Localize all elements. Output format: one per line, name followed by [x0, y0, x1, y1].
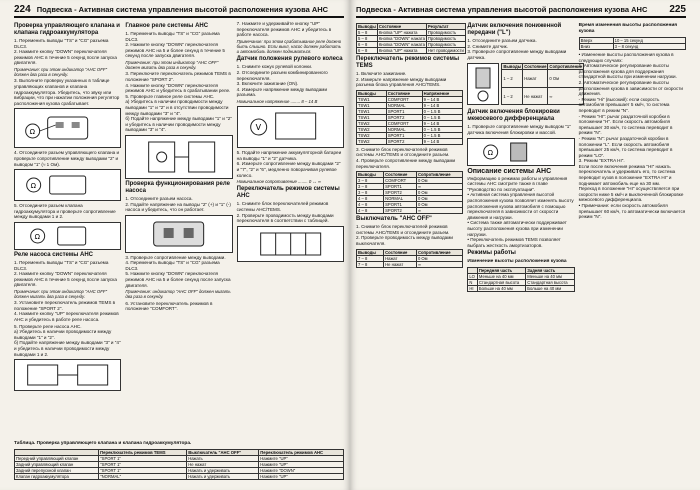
right-header [356, 4, 686, 18]
section-title: Выключатель "AHC OFF" [356, 216, 432, 223]
table-cell: 3 – 8 [357, 178, 384, 184]
table-cell: N [468, 280, 478, 286]
section-title: Переключатель режимов системы TEMS [356, 56, 460, 69]
table-cell: LO [468, 274, 478, 280]
table-cell: 9 – 14 В [422, 138, 463, 144]
table-cell: SPORT2 [384, 190, 417, 196]
accumulator-connector-icon [15, 223, 120, 249]
section-text: 1. Отсоедините разъем датчика. 2. Снимите датчик. 3. Проверьте сопротивление между выводами датчика. [467, 38, 567, 60]
tems-resistance-table [356, 171, 463, 214]
tems-voltage-table [356, 90, 463, 145]
table-header-cell: Выводы [357, 172, 384, 178]
section-text: 6. Установите переключатель режимов в положение "COMFORT". [125, 300, 213, 312]
table-header-cell: Переключатель режимов TEMS [99, 450, 187, 456]
table-cell: Не нажат [523, 87, 548, 105]
table-cell: SPORT1 [384, 202, 417, 208]
table-cell: SPORT1 [384, 184, 417, 190]
table-header-cell: Напряжение [422, 90, 463, 96]
table-header-cell: Выводы [358, 24, 376, 29]
table-header-cell: Состояние [384, 172, 417, 178]
table-cell: TSW1 [357, 96, 387, 102]
table-cell: Вверх [579, 38, 613, 44]
table-header-cell: Переключатель режимов АНС [259, 450, 344, 456]
table-row [468, 286, 574, 292]
right-column-1 [356, 21, 463, 477]
section-note: Примечание: при этом индикатор "AHC OFF" должен два раза в секунду. [14, 66, 107, 78]
sensor-figure [237, 106, 344, 148]
table-cell: TSW1 [357, 102, 387, 108]
table-header-cell: Сопротивление [416, 249, 462, 255]
table-cell: SPORT2 [386, 138, 422, 144]
table-cell: COMFORT [384, 178, 417, 184]
valve-check-table [14, 449, 344, 480]
table-cell: "NORMAL" [99, 474, 187, 480]
table-cell: Проводимость [426, 36, 465, 42]
table-row [502, 70, 584, 88]
relay-diagram-icon [15, 360, 120, 390]
table-header-cell: Состояние [384, 249, 417, 255]
table-cell: Кнопка "UP" нажата [377, 48, 426, 54]
table-cell: SPORT2 [386, 114, 422, 120]
table-cell: 4 – 8 [357, 202, 384, 208]
section-note: Примечание: при этом индикатор "AHC OFF" должен мигать два раза в секунду. [125, 59, 219, 71]
section-title: Датчик включения пониженной передачи ("L") [467, 23, 562, 36]
table-cell: Нажать и удерживать [187, 468, 259, 474]
table-cell: 0 Ом [548, 70, 584, 88]
section-text: 1. Снимите блок переключателей режимов системы АНС/TEMS. 2. Проверьте проводимость между выводами переключателя в соответствии с таблицей. [236, 201, 334, 224]
table-cell: SPORT2 [384, 208, 417, 214]
section-title: Режимы работы [467, 250, 516, 257]
table-header-cell: Задняя часть [526, 268, 574, 274]
svg-text:Ω: Ω [34, 232, 41, 241]
section-text: 1. Включите зажигание. 2. Измерьте напряжение между выводами разъема блока управления АНС/TEMS. [356, 71, 447, 88]
table-header-cell: Результат [426, 24, 465, 30]
table-cell: Нет проводимости [427, 48, 464, 53]
table-row [357, 261, 463, 267]
table-cell: TSW1 [357, 114, 387, 120]
table-cell: "SPORT 1" [99, 468, 187, 474]
table-cell: 9 – 14 В [422, 120, 463, 126]
table-cell: ∞ [416, 261, 462, 267]
left-page-number: 224 [14, 4, 31, 15]
section-text: • Изменение высоты расположения кузова в следующих случаях: 1. Автоматическое регулирование высоты расположения кузова для поддержания стандартной высоты при изменении нагрузки. 2. Автоматическое регулирование высоты расположения кузова в зависимости от скорости движения. - Режим "Hi" (высокий): если скорость автомобиля превышает 5 км/ч, то система переводит в режим "N". - Режим "HI": рычаг раздаточной коробки в положении "H". Если скорость автомобиля превышает 30 км/ч, то система переводит в режим "N". - Режим "N": рычаг раздаточной коробки в положении "L". Если скорость автомобиля превышает 25 км/ч, то система переводит в режим "LO". 3. Режим "EXTRA HI". Если после включения режима "HI" нажать переключатель и удерживать его, то система переводит кузов в положение "EXTRA HI" и поднимает автомобиль еще на 30 мм. Переход в положение "HI" осуществляется при скорости ниже 5 км/ч и выключенной блокировке межосевого дифференциала. • Примечание: если скорость автомобиля превышает 60 км/ч, то автоматически включается режим "N". [578, 52, 686, 220]
table-cell: Вниз [579, 44, 613, 50]
section-title: Проверка управляющего клапана и клапана гидроаккумулятора [14, 23, 120, 36]
valve-connector-icon [15, 170, 120, 200]
table-cell: SPORT1 [386, 132, 422, 138]
connector-figure [14, 108, 121, 148]
svg-text:Ω: Ω [29, 128, 36, 137]
table-cell: TSW2 [357, 132, 387, 138]
table-row [502, 87, 584, 105]
table-cell: Больше на 40 мм [526, 286, 574, 292]
height-table [467, 267, 574, 292]
left-header-title: Подвеска - Активная система управления высотой расположения кузова АНС [36, 5, 329, 14]
diff-lock-sensor-icon [468, 139, 573, 165]
section-note: Примечание: индикатор "AHC OFF" должен мигать два раза в секунду. [125, 289, 231, 300]
section-text: Информацию о режимах работы и управления системы АНС смотрите также в главе "Руководство по эксплуатации". • Активная система управления высотой расположения кузова позволяет изменять высоту расположения кузова автомобиля с помощью переключателя в зависимости от скорости движения и нагрузки. • Система также автоматически поддерживает высоту расположения кузова при изменении нагрузки. • Переключатель режимов TEMS позволяет выбрать жесткость амортизаторов. [467, 175, 574, 248]
table-header-cell: Состояние [524, 64, 547, 70]
svg-text:V: V [255, 123, 261, 133]
table-row [15, 474, 344, 480]
table-cell: 4 – 8 [357, 208, 384, 214]
table-cell: 0 Ом [416, 196, 462, 202]
right-column-2 [467, 21, 583, 477]
section-text: 1. Снимите блок переключателей режимов системы АНС/TEMS и отсоедините разъем. 2. Проверьте проводимость между выводами выключателя. [356, 224, 453, 246]
table-cell: Проводимость [426, 42, 465, 48]
table-header-cell: Сопротивление [549, 64, 583, 70]
time-table [579, 37, 686, 50]
section-text: 3. Выполните проверку указанных в таблице управляющих клапанов и клапана гидроаккумулятора. Убедитесь, что звуку или вибрации, что при нажатии положения регулятор расположения кузова срабатывает. [14, 78, 120, 106]
section-text: 1. Переменить выводы "TS" и "CG" разъема DLC3. 2. Нажмите кнопку "DOWN" переключателя режимов АНС в течение 5 секунд после запуска двигателя. [14, 259, 117, 288]
left-header [14, 4, 344, 18]
table-cell: TSW2 [357, 126, 387, 132]
section-text: 4. Отсоедините разъем управляющего клапана и проверьте сопротивление между выводами "2" и выводом "1" (≈ 1 Ом). [14, 150, 120, 167]
table-cell: 5 – 8 [357, 30, 378, 36]
table-header-cell: Выключатель "AHC OFF" [187, 450, 259, 456]
relay-figure [125, 135, 232, 179]
section-title: Описание системы АНС [467, 167, 552, 175]
table-cell: NORMAL [386, 102, 422, 108]
table-cell: Кнопка "UP" нажата [377, 30, 426, 36]
table-cell: Не нажат [187, 462, 259, 468]
connector-figure [14, 222, 121, 250]
main-relay-icon [126, 136, 231, 178]
table-cell: Передний управляющий клапан [15, 456, 99, 462]
table-cell: Нажмите "DOWN" [259, 468, 344, 474]
table-cell: 0 – 1.5 В [422, 126, 463, 132]
table-cell: Меньше на 40 мм [477, 274, 525, 280]
section-note: Примечание: при этом срабатывание реле должно быть слышно. Если выкл, насос должен работать и автомобиль должен подниматься. [236, 38, 342, 55]
left-column-1 [14, 21, 121, 477]
table-header-cell: Выводы [357, 90, 387, 96]
table-cell: Кнопка "DOWN" нажата [378, 36, 425, 41]
pump-figure [125, 215, 232, 253]
table-cell: Стандартная высота [526, 280, 574, 286]
section-text: 5. Проверьте реле насоса АНС. а) Убедитесь в наличии проводимости между выводами "1" и "2". б) Подайте напряжение между выводами "3" и "4" и убедитесь в наличии проводимости между выводами 1 и 2. [14, 323, 121, 357]
table-cell: 10 – 15 секунд [613, 38, 685, 44]
table-caption: Изменение высоты расположения кузова [467, 259, 567, 265]
sensor-figure [467, 63, 499, 105]
table-cell: Нажмите "UP" [259, 456, 344, 462]
table-cell: ∞ [416, 184, 462, 190]
section-title: Датчик включения блокировки межосевого дифференциала [467, 109, 560, 123]
connector-diagram-icon [15, 109, 120, 147]
switch-table [356, 23, 466, 54]
l-sensor-table [501, 63, 584, 105]
table-cell: COMFORT [386, 120, 422, 126]
table-cell: Кнопка "DOWN" нажата [378, 42, 425, 47]
table-cell: ∞ [416, 208, 462, 214]
table-header-cell: Сопротивление [416, 172, 462, 178]
table-cell: Меньше на 40 мм [526, 274, 574, 280]
section-title: Проверка функционирования реле насоса [125, 180, 230, 194]
table-cell: 3 – 8 [357, 190, 384, 196]
table-row [357, 138, 463, 144]
table-cell: TSW2 [357, 138, 387, 144]
svg-text:Ω: Ω [30, 182, 37, 191]
left-column-2 [125, 21, 232, 477]
table-cell: 9 – 14 В [422, 96, 463, 102]
table-header-cell: Выводы [357, 249, 384, 255]
table-cell: Клапан гидроаккумулятора [15, 474, 99, 480]
table-cell: Нажат [523, 70, 548, 88]
table-row [579, 44, 685, 50]
table-header-cell: Состояние [386, 90, 422, 96]
table-cell: Стандартная высота [477, 280, 525, 286]
table-cell: Не нажат [384, 261, 417, 267]
table-row [357, 208, 463, 214]
section-text: 1. Переменить выводы "TS" и "CG" разъема DLC3. 2. Нажмите кнопку "DOWN" переключателя режимов АНС в течение 5 секунд после запуска двигателя. [14, 38, 117, 66]
right-header-title: Подвеска - Активная система управления высотой расположения кузова АНС [356, 5, 648, 14]
table-cell: 5 – 8 [357, 36, 378, 42]
right-page-number: 225 [669, 4, 686, 15]
table-cell: SPORT1 [386, 108, 422, 114]
table-cell: 3 – 8 секунд [613, 44, 685, 50]
table-cell: 7 – 8 [357, 261, 384, 267]
table-cell: "SPORT 1" [99, 462, 187, 468]
table-cell: Нажат [384, 255, 417, 261]
table-cell: Нажать и удерживать [187, 474, 259, 480]
table-cell: 7 – 8 [357, 255, 384, 261]
section-title: Главное реле системы АНС [125, 23, 209, 29]
left-column-3 [237, 21, 344, 477]
section-text: 5. Отсоедините разъем клапана гидроаккумулятора и проверьте сопротивление между выводами 1 и 2. [14, 203, 116, 220]
table-cell: ∞ [548, 87, 584, 105]
table-cell: TSW2 [357, 120, 387, 126]
table-cell: 0 – 1.5 В [422, 108, 463, 114]
table-cell: 0 Ом [416, 178, 462, 184]
table-cell: 1 – 2 [502, 87, 523, 105]
section-note: Номинальное сопротивление ........ 0 ↔ ∞ [236, 179, 321, 185]
steering-sensor-icon [238, 107, 343, 147]
table-cell: "SPORT 1" [99, 456, 187, 462]
table-cell: TSW1 [357, 108, 387, 114]
connector-figure [14, 169, 121, 201]
mode-switch-icon [238, 227, 343, 261]
table-caption: Таблица. Проверка управляющего клапана и клапана гидроаккумулятора. [14, 441, 192, 446]
table-cell: HI [468, 286, 478, 292]
section-text: 1. Переменить выводы "TS" и "CG" разъема DLC3. 2. Нажмите кнопку "DOWN" переключателя режимов АНС на 5 и более секунд в течение 5 секунд после запуска двигателя. [125, 31, 225, 59]
table-header-cell: Передняя часть [477, 268, 525, 274]
section-note: Примечание: при этом индикатор "AHC OFF" должен мигать два раза в секунду. [14, 288, 107, 300]
table-cell: 6 – 8 [357, 48, 378, 54]
svg-text:Ω: Ω [487, 148, 494, 157]
section-text: 1. Снимите кожух рулевой колонки. 2. Отсоедините разъем комбинированного переключателя. 3. Включите зажигание (ON). 4. Измерьте напряжение между выводами разъема. [236, 64, 328, 98]
section-text: 3. Установите переключатель режимов TEMS в положение "SPORT 2". 4. Нажмите кнопку "UP" переключателя режимов АНС и убедитесь в работе реле насоса. [14, 300, 119, 323]
table-cell: 4 – 8 [357, 196, 384, 202]
switch-figure [237, 226, 344, 262]
section-text: 7. Нажмите и удерживайте кнопку "UP" переключателя режимов АНС и убедитесь в работе насоса. [236, 21, 332, 38]
table-cell: Нажмите "UP" [259, 462, 344, 468]
table-cell: Проводимость [426, 30, 465, 36]
table-cell: 6 – 8 [357, 42, 378, 48]
section-note: Номинальное напряжение ........ 8 – 14 В [236, 98, 318, 104]
table-cell: 0 – 1.5 В [422, 114, 463, 120]
table-cell: 1 – 2 [502, 70, 523, 88]
table-cell: Задний перепускной клапан [15, 468, 99, 474]
table-caption: Время изменения высоты расположения кузова [578, 23, 678, 34]
table-cell: COMFORT [386, 96, 422, 102]
table-cell: 0 Ом [416, 255, 462, 261]
table-cell: Нажать [187, 456, 259, 462]
table-cell: NORMAL [386, 126, 422, 132]
diff-sensor-figure [467, 138, 574, 166]
table-header-cell: Выводы [503, 64, 522, 70]
ahc-off-table [356, 249, 463, 268]
section-text: 1. Отсоедините разъем насоса. 2. Подайте напряжение на выводы "2" (+) и "1" (-) насоса и убедитесь, что он работает. [125, 195, 231, 213]
table-header-cell: Состояние [377, 24, 426, 30]
section-text: 3. Переключите переключатель режимов TEMS в положение "SPORT 2". 4. Нажмите кнопку "DOWN" переключателя режимов АНС и убедитесь в срабатывании реле. 5. Проверьте главное реле системы АНС. а) Убедитесь в наличии проводимости между выводами "1" и "2" и в отсутствии проводимости между выводами "3" и "4". б) Подайте напряжение между выводами "1" и "2" и убедитесь в наличии проводимости между выводами "3" и "4". [125, 71, 232, 133]
right-page [350, 0, 700, 490]
table-cell: Нажмите "UP" [259, 474, 344, 480]
section-title: Реле насоса системы АНС [14, 251, 94, 258]
right-column-3 [579, 21, 686, 477]
section-text: 1. Проверьте сопротивление между выводом "1" датчика включения блокировки и массой. [467, 124, 571, 135]
section-text: 5. Подайте напряжение аккумуляторной батареи на выводы "1" и "2" датчика. 6. Измерьте сопротивление между выводами "2" и "7", "2" и "6", медленно поворачивая рулевое колесо. [236, 150, 342, 178]
table-cell: 0 Ом [416, 190, 462, 196]
section-text: 3. Проверьте сопротивление между выводами. 4. Переменить выводы "TS" и "CG" разъема DLC3. 5. Нажмите кнопку "DOWN" переключателя режимов АНС на 5 и более секунд после запуска двигателя. [125, 254, 231, 288]
relay-figure [14, 359, 121, 391]
pump-diagram-icon [126, 216, 231, 252]
table-row [357, 48, 466, 54]
section-text: 3. Снимите блок переключателей режимов системы АНС/TEMS и отсоедините разъем. 4. Проверьте сопротивление между выводами переключателя. [356, 146, 456, 169]
section-title: Переключатель режимов системы АНС [236, 186, 340, 200]
table-cell: 3 – 8 [357, 184, 384, 190]
table-cell: Задний управляющий клапан [15, 462, 99, 468]
table-cell: 0 – 1.5 В [422, 132, 463, 138]
table-cell: Больше на 40 мм [477, 286, 525, 292]
table-cell: 9 – 14 В [422, 102, 463, 108]
section-title: Датчик положения рулевого колеса [236, 56, 343, 63]
l-sensor-icon [468, 64, 498, 104]
table-cell: NORMAL [384, 196, 417, 202]
table-cell: 0 Ом [416, 202, 462, 208]
